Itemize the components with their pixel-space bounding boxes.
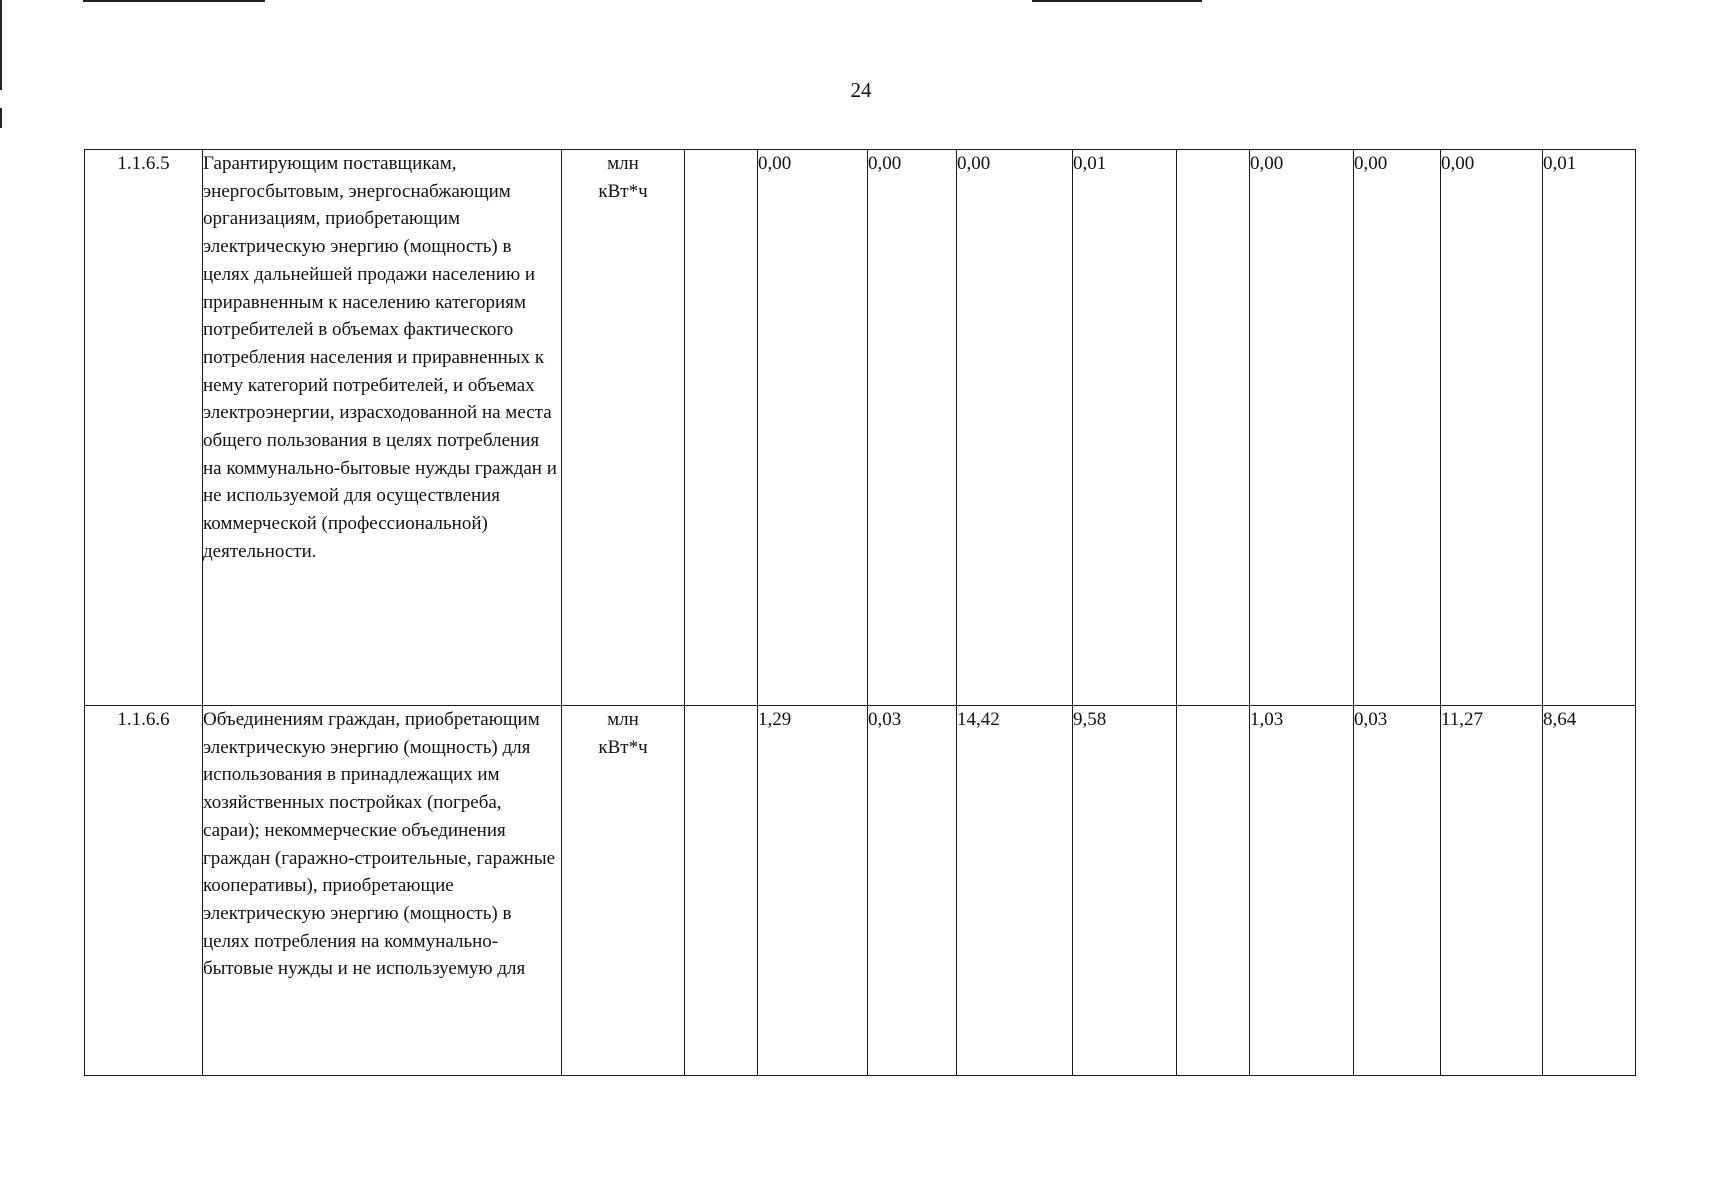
value-cell: 1,03 [1250, 706, 1354, 1076]
row-code: 1.1.6.5 [85, 150, 203, 706]
data-table [84, 149, 1636, 1076]
unit-line-1: млн [607, 709, 639, 730]
value-cell: 9,58 [1073, 706, 1177, 1076]
value-cell: 0,00 [1441, 150, 1543, 706]
unit-cell [562, 150, 685, 706]
value-cell: 0,01 [1073, 150, 1177, 706]
value-cell: 8,64 [1543, 706, 1636, 1076]
page-number: 24 [850, 78, 872, 102]
table-row [85, 706, 1636, 1076]
scan-edge-mark-bottom [0, 108, 2, 128]
table-row [85, 150, 1636, 706]
unit-line-2: кВт*ч [598, 180, 648, 202]
scan-edge-line-right [1032, 0, 1202, 2]
unit-line-1: млн [607, 153, 639, 174]
value-cell [685, 706, 758, 1076]
scan-edge-line-left [83, 0, 265, 2]
value-cell: 0,00 [868, 150, 957, 706]
value-cell: 0,03 [868, 706, 957, 1076]
value-cell: 0,00 [1354, 150, 1441, 706]
value-cell: 1,29 [758, 706, 868, 1076]
value-cell: 11,27 [1441, 706, 1543, 1076]
value-cell [685, 150, 758, 706]
row-code: 1.1.6.6 [85, 706, 203, 1076]
value-cell: 14,42 [957, 706, 1073, 1076]
unit-cell [562, 706, 685, 1076]
scan-edge-mark-top [0, 0, 2, 90]
value-cell [1177, 706, 1250, 1076]
value-cell: 0,00 [758, 150, 868, 706]
value-cell [1177, 150, 1250, 706]
value-cell: 0,00 [957, 150, 1073, 706]
value-cell: 0,01 [1543, 150, 1636, 706]
row-description: Объединениям граждан, приобретающим электрическую энергию (мощность) для использования в принадлежащих им хозяйственных постройках (погреба, сараи); некоммерческие объединения граждан (гаражно-строительные, гаражные кооперативы), приобретающие электрическую энергию (мощность) в целях потребления на коммунально-бытовые нужды и не используемую для [203, 706, 562, 1076]
value-cell: 0,00 [1250, 150, 1354, 706]
unit-line-2: кВт*ч [598, 736, 648, 758]
row-description: Гарантирующим поставщикам, энергосбытовым, энергоснабжающим организациям, приобретающим электрическую энергию (мощность) в целях дальнейшей продажи населению и приравненным к населению категориям потребителей в объемах фактического потребления населения и приравненных к нему категорий потребителей, и объемах электроэнергии, израсходованной на места общего пользования в целях потребления на коммунально-бытовые нужды граждан и не используемой для осуществления коммерческой (профессиональной) деятельности. [203, 150, 562, 706]
value-cell: 0,03 [1354, 706, 1441, 1076]
